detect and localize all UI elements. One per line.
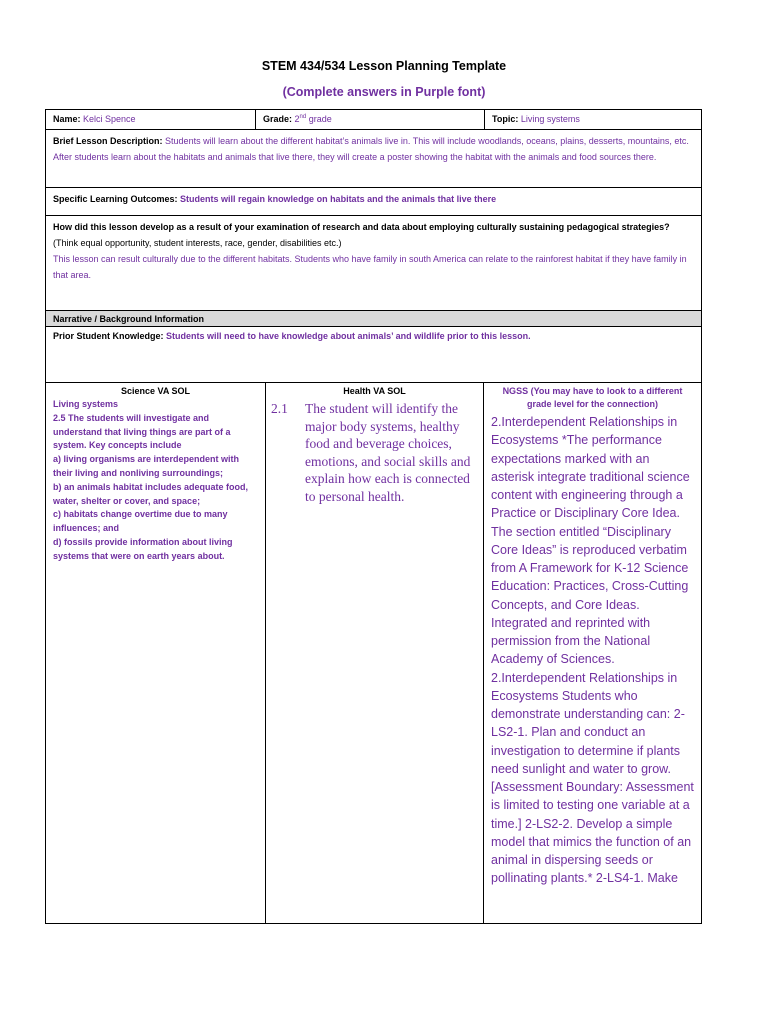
description-text: Students will learn about the different habitat’s animals live in. This will include woodlands, oceans, plains, desserts, mountains, etc. After students learn about the habitats and animals that live there, they will create a poster showing the habitat with the animals and food sources there. [53,136,689,162]
grade-word: grade [308,114,332,124]
health-text: The student will identify the major body systems, healthy food and beverage choices, emotions, and social skills and explain how each is connected to personal health. [305,401,471,504]
culture-hint: (Think equal opportunity, student interests, race, gender, disabilities etc.) [53,238,342,248]
culture-answer: This lesson can result culturally due to the different habitats. Students who have family in south America can relate to the rainforest habitat if they have family in that area. [53,254,687,280]
learning-outcomes-row [45,187,702,216]
topic-value: Living systems [520,114,580,124]
topic-cell [485,110,702,129]
culture-row [45,215,702,311]
name-cell [46,110,256,129]
science-body [53,398,258,564]
topic-label: Topic: [492,114,519,124]
outcomes-label: Specific Learning Outcomes: [53,194,178,204]
science-line: 2.5 The students will investigate and understand that living things are part of a system. Key concepts include [53,412,231,451]
grade-number: 2 [294,114,300,124]
description-label: Brief Lesson Description: [53,136,163,146]
prior-label: Prior Student Knowledge: [53,331,164,341]
info-row [45,109,702,130]
grade-suffix: nd [299,114,307,120]
science-line: a) living organisms are interdependent with their living and nonliving surroundings; [53,454,240,478]
culture-question: How did this lesson develop as a result of your examination of research and data about employing culturally sustaining pedagogical strategies? [53,222,670,232]
prior-knowledge-row [45,326,702,383]
document-subtitle: (Complete answers in Purple font) [282,85,486,99]
prior-text: Students will need to have knowledge about animals’ and wildlife prior to this lesson. [166,331,531,341]
science-line: c) habitats change overtime due to many influences; and [53,509,228,534]
grade-cell [256,110,485,129]
health-number: 2.1 [271,401,288,416]
ngss-column [483,382,702,924]
grade-value [295,114,332,124]
document-title: STEM 434/534 Lesson Planning Template [261,59,507,73]
science-heading: Science VA SOL [120,386,191,396]
health-sol-column [265,382,484,924]
narrative-band: Narrative / Background Information [45,310,702,327]
health-body [271,400,478,505]
science-sol-column [45,382,266,924]
science-line: b) an animals habitat includes adequate food, water, shelter or cover, and space; [53,481,249,506]
health-heading: Health VA SOL [343,386,406,396]
outcomes-text: Students will regain knowledge on habitats and the animals that live there [180,194,497,204]
ngss-text: 2.Interdependent Relationships in Ecosystems *The performance expectations marked with an asterisk integrate traditional science content with engineering through a Practice or Disciplinary Core Idea. The section entitled “Disciplinary Core Ideas” is reproduced verbatim from A Framework for K-12 Science Education: Practices, Cross-Cutting Concepts, and Core Ideas. Integrated and reprinted with permission from the National Academy of Sciences. 2.Interdependent Relationships in Ecosystems Students who demonstrate understanding can: 2-LS2-1. Plan and conduct an investigation to determine if plants need sunlight and water to grow. [Assessment Boundary: Assessment is limited to testing one variable at a time.] 2-LS2-2. Develop a simple model that mimics the function of an animal in dispersing seeds or pollinating plants.* 2-LS4-1. Make [491,415,694,886]
lesson-description-row [45,129,702,188]
grade-label: Grade: [263,114,293,124]
science-line: d) fossils provide information about living systems that were on earth years about. [53,536,233,561]
ngss-heading: NGSS (You may have to look to a different grade level for the connection) [502,386,683,409]
name-value: Kelci Spence [83,114,136,124]
name-label: Name: [53,114,81,124]
science-line: Living systems [53,399,119,409]
